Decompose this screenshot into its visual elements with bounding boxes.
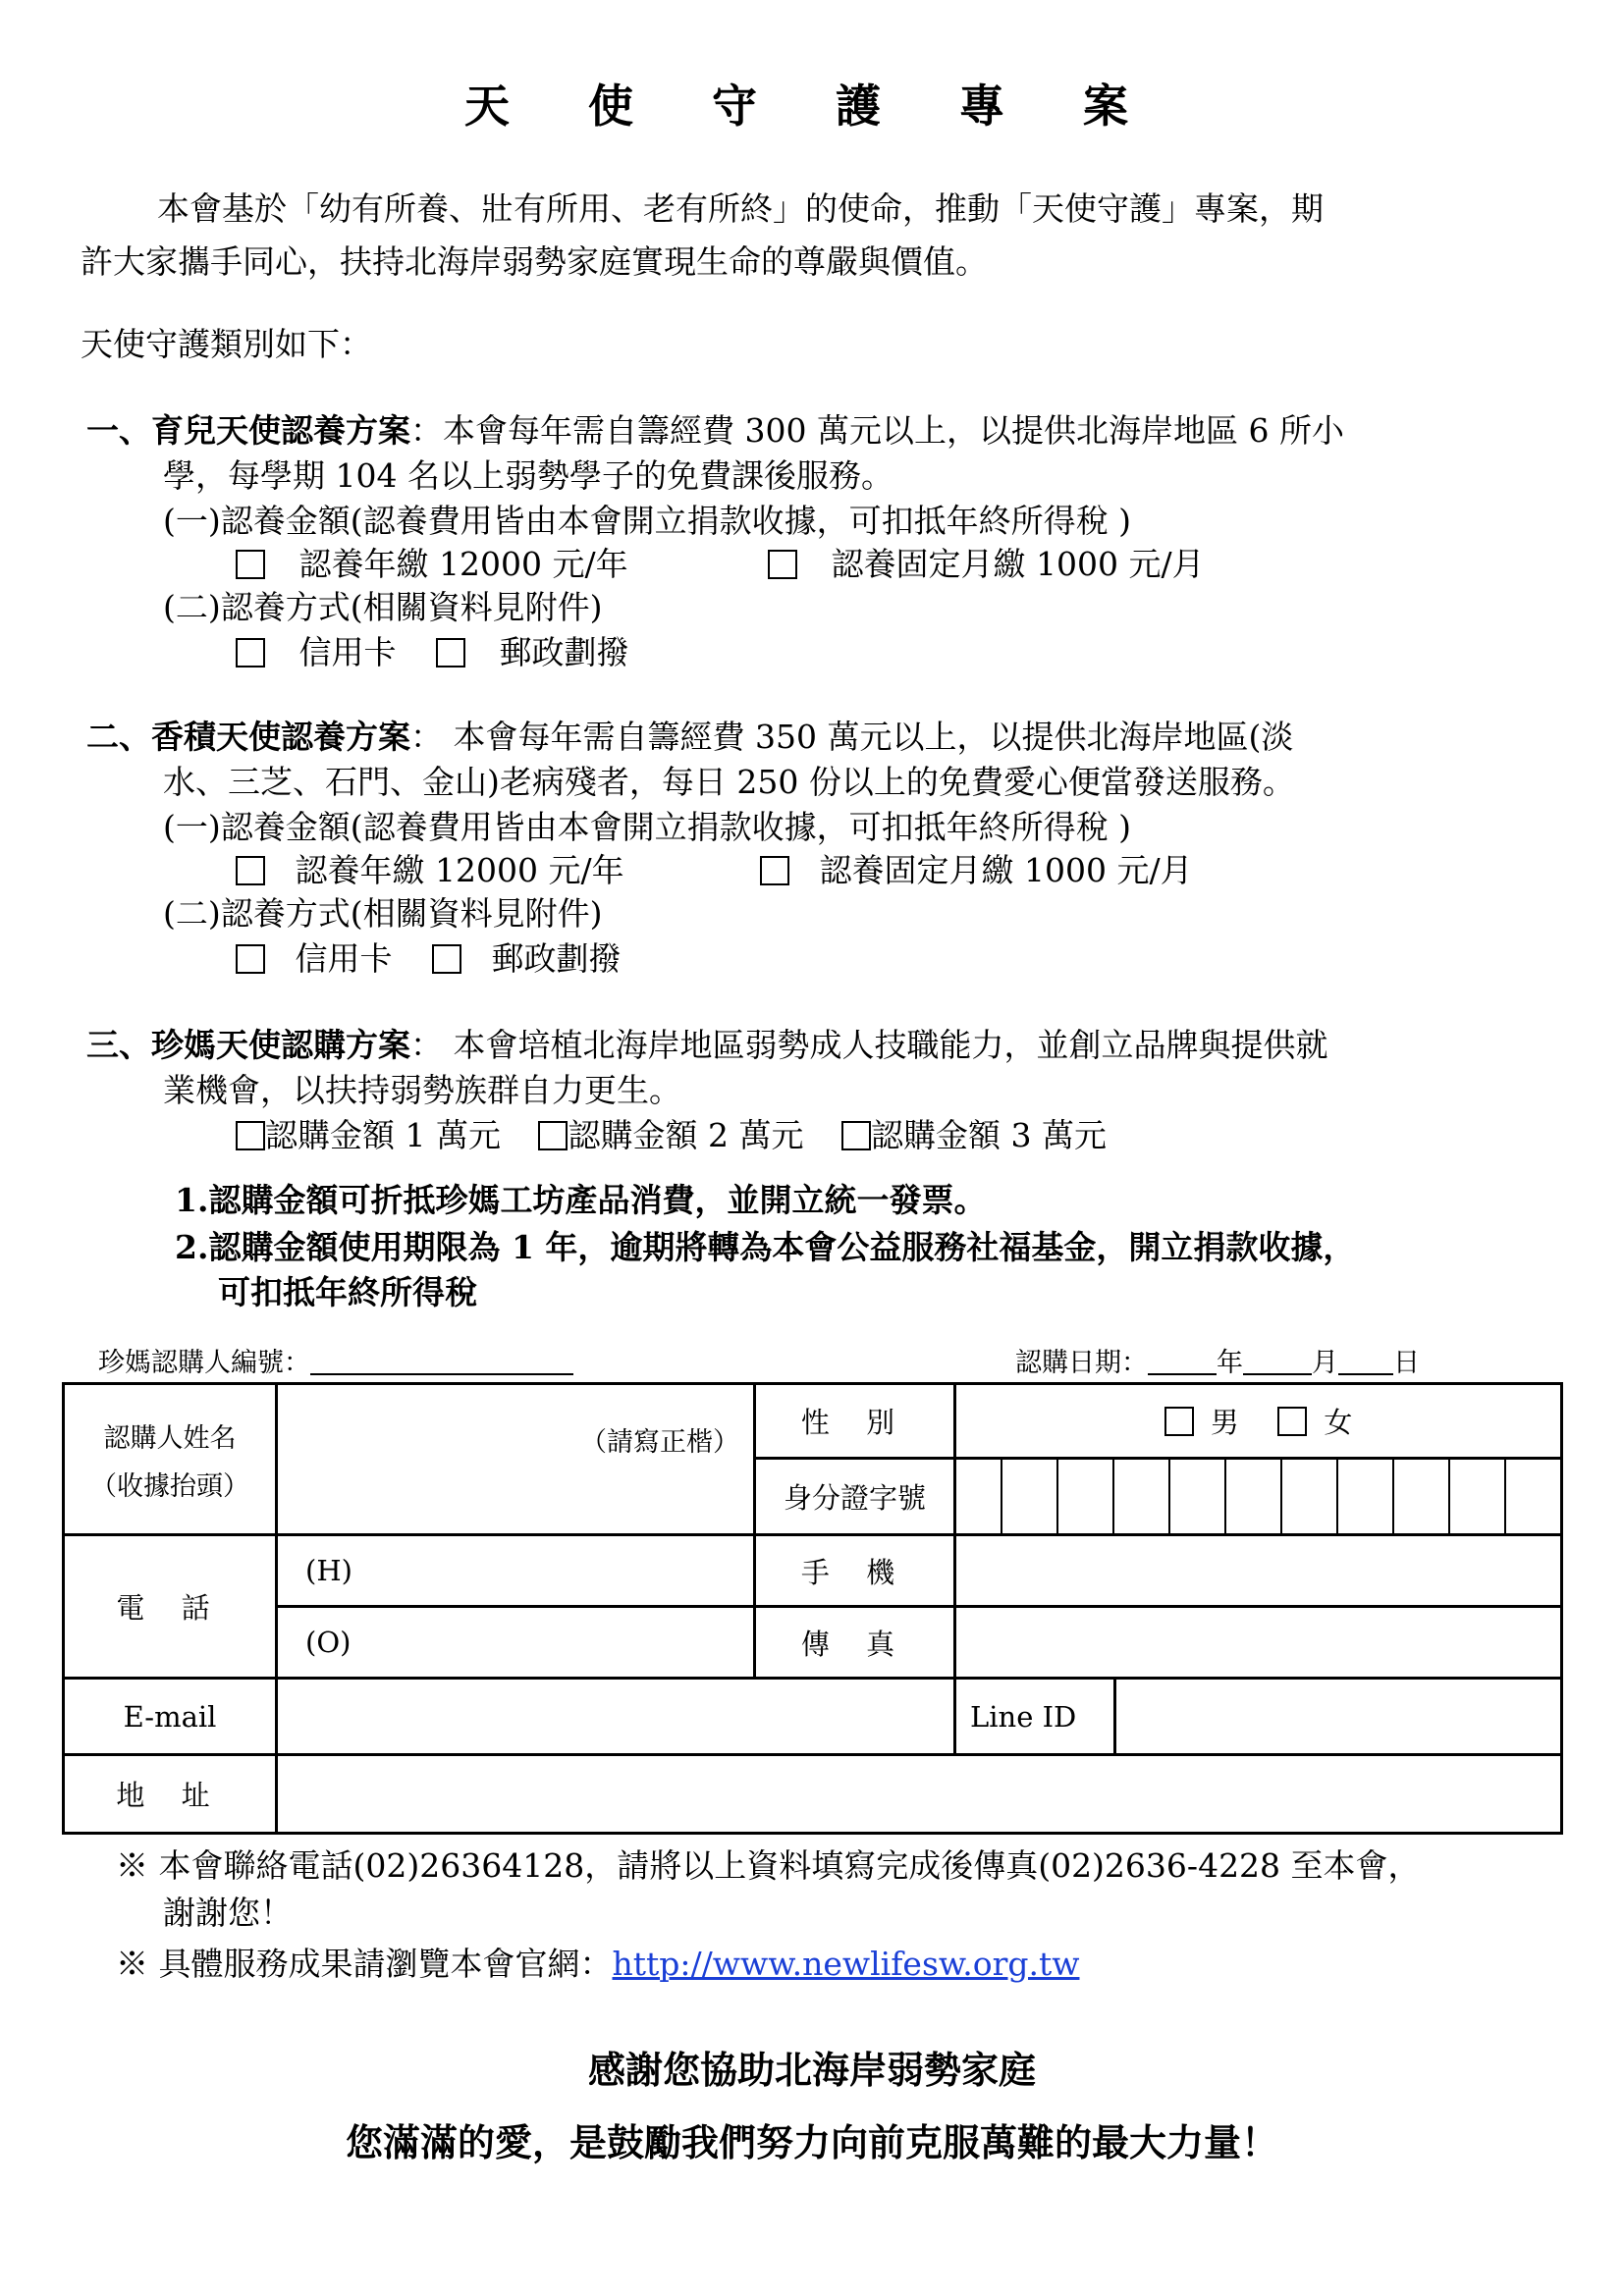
section1-monthly-label: 認養固定月繳 1000 元/月 xyxy=(831,545,1205,583)
month-label: 月 xyxy=(1312,1348,1338,1378)
intro-line-1: 本會基於「幼有所養、壯有所用、老有所終」的使命，推動「天使守護」專案，期 xyxy=(157,189,1324,228)
mobile-field[interactable] xyxy=(955,1535,1562,1607)
section2-monthly-label: 認養固定月繳 1000 元/月 xyxy=(819,851,1193,889)
line-id-label: Line ID xyxy=(955,1679,1115,1755)
id-number-label: 身分證字號 xyxy=(755,1459,955,1535)
footer-line-2: 您滿滿的愛，是鼓勵我們努力向前克服萬難的最大力量！ xyxy=(345,2120,1278,2164)
fax-label: 傳 真 xyxy=(755,1607,955,1679)
section1-method-heading: (二)認養方式(相關資料見附件) xyxy=(163,588,603,626)
name-hint: （請寫正楷） xyxy=(580,1427,739,1458)
section2-postal-label: 郵政劃撥 xyxy=(491,939,622,978)
name-label: 認購人姓名 xyxy=(103,1422,237,1454)
section3-note-2a: 2.認購金額使用期限為 1 年，逾期將轉為本會公益服務社福基金，開立捐款收據， xyxy=(175,1228,1356,1266)
section3-text-1: ： 本會培植北海岸地區弱勢成人技職能力，並創立品牌與提供就 xyxy=(410,1026,1328,1064)
id-digit-box[interactable] xyxy=(1392,1460,1448,1533)
phone-label: 電 話 xyxy=(64,1535,277,1679)
section3-note-1: 1.認購金額可折抵珍媽工坊產品消費，並開立統一發票。 xyxy=(175,1181,987,1219)
section1-credit-label: 信用卡 xyxy=(298,633,397,671)
section2-text-1: ： 本會每年需自籌經費 350 萬元以上，以提供北海岸地區(淡 xyxy=(410,718,1294,756)
section3-opt3-checkbox[interactable] xyxy=(841,1121,871,1150)
address-field[interactable] xyxy=(277,1755,1562,1834)
id-digit-box[interactable] xyxy=(1168,1460,1224,1533)
office-phone-label: (O) xyxy=(305,1626,352,1659)
id-digit-box[interactable] xyxy=(1448,1460,1504,1533)
purchase-form-table xyxy=(62,1382,1563,1835)
name-sub-label: （收據抬頭） xyxy=(90,1470,249,1502)
section2-amount-options xyxy=(236,846,624,895)
name-field[interactable] xyxy=(277,1384,755,1535)
website-note xyxy=(116,1940,1079,1989)
gender-label: 性 別 xyxy=(755,1384,955,1459)
home-phone-label: (H) xyxy=(305,1554,352,1587)
section3-opt3-label: 認購金額 3 萬元 xyxy=(870,1116,1107,1154)
section2-credit-label: 信用卡 xyxy=(295,939,393,978)
section2-annual-label: 認養年繳 12000 元/年 xyxy=(295,851,624,889)
id-digit-box[interactable] xyxy=(1112,1460,1168,1533)
section1-method-options xyxy=(236,628,629,677)
year-label: 年 xyxy=(1217,1348,1243,1378)
section3-text-2: 業機會，以扶持弱勢族群自力更生。 xyxy=(163,1071,681,1109)
section2-text-2: 水、三芝、石門、金山)老病殘者，每日 250 份以上的免費愛心便當發送服務。 xyxy=(163,763,1295,801)
id-digit-box[interactable] xyxy=(1001,1460,1056,1533)
section3-opt1-checkbox[interactable] xyxy=(236,1121,265,1150)
section2-credit-checkbox[interactable] xyxy=(236,944,265,974)
office-phone-field[interactable] xyxy=(277,1607,755,1679)
contact-note-line-1: ※ 本會聯絡電話(02)26364128，請將以上資料填寫完成後傳真(02)2636-4228 至本會， xyxy=(116,1846,1421,1885)
website-link[interactable]: http://www.newlifesw.org.tw xyxy=(612,1945,1080,1983)
male-checkbox[interactable] xyxy=(1164,1407,1194,1436)
id-number-field[interactable] xyxy=(955,1459,1562,1535)
section2-monthly-option xyxy=(760,846,1193,895)
section2-heading: 二、香積天使認養方案 xyxy=(86,718,410,756)
id-digit-box[interactable] xyxy=(1280,1460,1336,1533)
section1-text-2: 學，每學期 104 名以上弱勢學子的免費課後服務。 xyxy=(163,456,893,495)
buyer-id-row xyxy=(98,1341,573,1379)
section1-line-1 xyxy=(86,406,1344,455)
id-digit-box[interactable] xyxy=(1056,1460,1112,1533)
section3-note-2b: 可扣抵年終所得稅 xyxy=(218,1273,477,1311)
email-field[interactable] xyxy=(277,1679,955,1755)
month-field[interactable] xyxy=(1243,1373,1312,1375)
section3-heading: 三、珍媽天使認購方案 xyxy=(86,1026,410,1064)
day-field[interactable] xyxy=(1338,1373,1393,1375)
section1-credit-checkbox[interactable] xyxy=(236,638,265,667)
buyer-id-label: 珍媽認購人編號： xyxy=(98,1348,310,1378)
fax-field[interactable] xyxy=(955,1607,1562,1679)
day-label: 日 xyxy=(1393,1348,1420,1378)
female-checkbox[interactable] xyxy=(1277,1407,1307,1436)
section1-text-1: ：本會每年需自籌經費 300 萬元以上，以提供北海岸地區 6 所小 xyxy=(410,411,1344,450)
section3-options xyxy=(236,1111,1107,1160)
section1-amount-options xyxy=(236,540,628,589)
section2-amount-heading: (一)認養金額(認養費用皆由本會開立捐款收據，可扣抵年終所得稅 ) xyxy=(163,808,1131,846)
footer-line-1: 感謝您協助北海岸弱勢家庭 xyxy=(587,2048,1036,2092)
contact-note-line-2: 謝謝您！ xyxy=(163,1894,293,1932)
id-digit-box[interactable] xyxy=(1224,1460,1280,1533)
categories-heading: 天使守護類別如下： xyxy=(81,325,372,363)
purchase-date-row xyxy=(1015,1341,1420,1379)
intro-line-2: 許大家攜手同心，扶持北海岸弱勢家庭實現生命的尊嚴與價值。 xyxy=(81,242,988,281)
gender-options xyxy=(955,1384,1562,1459)
section2-method-heading: (二)認養方式(相關資料見附件) xyxy=(163,894,603,933)
section3-line-1 xyxy=(86,1021,1328,1070)
home-phone-field[interactable] xyxy=(277,1535,755,1607)
mobile-label: 手 機 xyxy=(755,1535,955,1607)
id-digit-box[interactable] xyxy=(1336,1460,1392,1533)
email-label: E-mail xyxy=(64,1679,277,1755)
section1-postal-checkbox[interactable] xyxy=(436,638,465,667)
section2-line-1 xyxy=(86,713,1293,762)
female-label: 女 xyxy=(1324,1406,1353,1439)
section1-heading: 一、育兒天使認養方案 xyxy=(86,411,410,450)
line-id-field[interactable] xyxy=(1115,1679,1562,1755)
section2-method-options xyxy=(236,934,622,984)
section2-annual-checkbox[interactable] xyxy=(236,856,265,885)
section3-opt1-label: 認購金額 1 萬元 xyxy=(265,1116,501,1154)
address-label: 地 址 xyxy=(64,1755,277,1834)
year-field[interactable] xyxy=(1148,1373,1217,1375)
male-label: 男 xyxy=(1210,1406,1239,1439)
name-label-cell xyxy=(64,1384,277,1535)
id-digit-box[interactable] xyxy=(1504,1460,1560,1533)
section1-postal-label: 郵政劃撥 xyxy=(499,633,629,671)
section1-annual-checkbox[interactable] xyxy=(236,550,265,579)
section3-opt2-label: 認購金額 2 萬元 xyxy=(568,1116,804,1154)
section3-opt2-checkbox[interactable] xyxy=(538,1121,568,1150)
website-note-prefix: ※ 具體服務成果請瀏覽本會官網： xyxy=(116,1945,613,1983)
section1-annual-label: 認養年繳 12000 元/年 xyxy=(298,545,628,583)
section1-amount-heading: (一)認養金額(認養費用皆由本會開立捐款收據，可扣抵年終所得稅 ) xyxy=(163,502,1131,540)
section2-postal-checkbox[interactable] xyxy=(432,944,461,974)
purchase-date-label: 認購日期： xyxy=(1015,1348,1148,1378)
section1-monthly-checkbox[interactable] xyxy=(768,550,797,579)
page-title: 天 使 守 護 專 案 xyxy=(463,80,1161,133)
section1-monthly-option xyxy=(768,540,1205,589)
section2-monthly-checkbox[interactable] xyxy=(760,856,789,885)
buyer-id-field[interactable] xyxy=(310,1373,573,1375)
